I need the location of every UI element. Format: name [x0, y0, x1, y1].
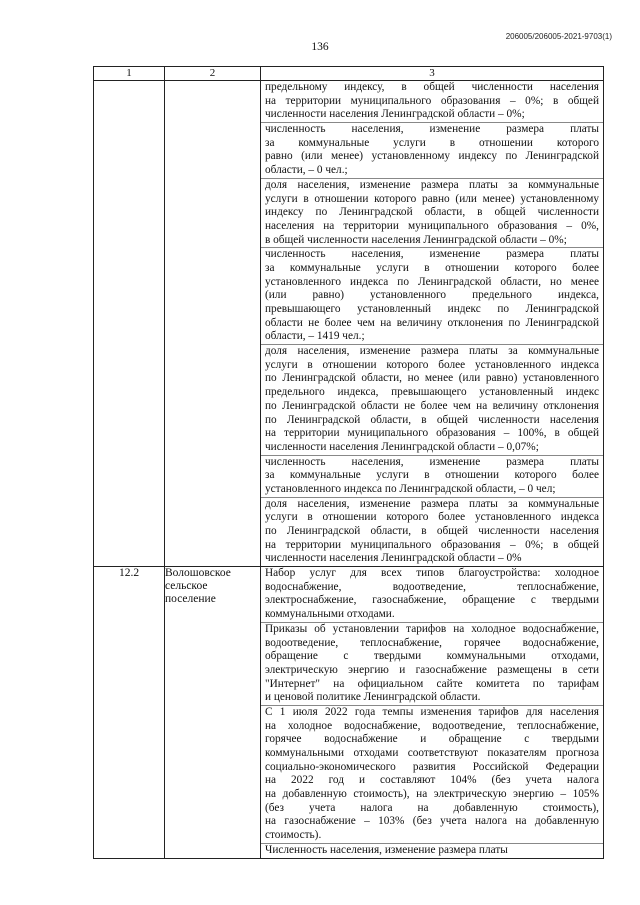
text-block: [261, 455, 603, 497]
text-line: в общей численности населения Ленинградской области – 0%;: [265, 233, 567, 246]
text-line: численность населения, изменение размера платы: [265, 123, 599, 136]
row-content-cell: [261, 81, 604, 567]
text-block: [261, 622, 603, 705]
text-line: населения на территории муниципального образования – 0%,: [265, 219, 599, 232]
text-line: доля населения, изменение размера платы за коммунальные: [265, 178, 599, 191]
text-line: области не более чем на величину отклонения по Ленинградской: [265, 316, 599, 329]
row-content-cell: [261, 567, 604, 858]
text-line: коммунальными отходами соответствуют показателям прогноза: [265, 747, 599, 759]
text-line: превышающего установленный индекс по Ленинградской: [265, 303, 599, 315]
text-line: на территории муниципального образования – 0%; в общей: [265, 94, 599, 107]
text-line: на добавленную стоимость), на электрическую энергию – 105%: [265, 788, 599, 801]
text-line: на 2022 год и составляют 104% (без учета налога: [265, 774, 599, 787]
text-line: предельному индексу, в общей численности населения: [265, 81, 599, 93]
text-line: услуги в отношении которого более установленного индекса: [265, 511, 599, 524]
row-number-cell: [94, 81, 165, 567]
text-line: (без учета налога на добавленную стоимость),: [265, 801, 599, 814]
text-line: на территории муниципального образования – 100%, в общей: [265, 427, 599, 440]
page-number: 136: [311, 41, 329, 53]
text-line: за коммунальные услуги в отношении которого более: [265, 469, 599, 482]
text-line: области, – 1419 чел.;: [265, 330, 365, 343]
text-line: численности населения Ленинградской области – 0,07%;: [265, 440, 539, 453]
text-line: предельного индекса, превышающего установленный индекс: [265, 386, 599, 399]
text-line: горячее водоснабжение и обращение с твердыми: [265, 733, 599, 746]
text-line: по Ленинградской области, в общей численности населения: [265, 525, 599, 537]
document-id: 206005/206005-2021-9703(1): [505, 32, 612, 41]
text-line: водоснабжение, водоотведение, теплоснабжение,: [265, 580, 599, 593]
text-block: [261, 344, 603, 455]
text-line: электроснабжение, газоснабжение, обращение с твердыми: [265, 594, 599, 607]
text-line: установленного индекса по Ленинградской области, но менее: [265, 275, 599, 288]
text-line: (или равно) установленного предельного индекса,: [265, 289, 599, 302]
text-line: электрическую энергию и газоснабжение размещены в сети: [265, 663, 599, 676]
text-line: численности населения Ленинградской области – 0%: [265, 552, 522, 565]
column-header-1: 1: [94, 67, 165, 81]
text-line: Численность населения, изменение размера платы: [265, 843, 508, 856]
text-line: численности населения Ленинградской области – 0%;: [265, 108, 525, 121]
text-line: за коммунальные услуги в отношении которого более: [265, 261, 599, 274]
text-line: социально-экономического развития Российской Федерации: [265, 760, 599, 773]
table-row-12-2: [94, 567, 604, 858]
text-block: [261, 122, 603, 178]
column-header-3: 3: [261, 67, 604, 81]
text-line: коммунальными отходами.: [265, 608, 395, 621]
text-line: на газоснабжение – 103% (без учета налога на добавленную: [265, 815, 599, 828]
text-line: численность населения, изменение размера платы: [265, 455, 599, 468]
text-line: услуги в отношении которого равно (или менее) установленному: [265, 192, 599, 205]
row-name-cell: [165, 81, 261, 567]
text-line: за коммунальные услуги в отношении которого: [265, 136, 599, 149]
text-line: и ценовой политике Ленинградской области.: [265, 691, 481, 704]
text-block: [261, 705, 603, 843]
data-table: [93, 66, 604, 859]
text-line: по Ленинградской области, в общей численности населения: [265, 413, 599, 426]
text-line: доля населения, изменение размера платы за коммунальные: [265, 345, 599, 358]
table-row-continuation: [94, 81, 604, 567]
text-block: [261, 178, 603, 247]
text-line: по Ленинградской области не более чем на величину отклонения: [265, 399, 599, 412]
row-name-cell: Волошовское сельское поселение: [165, 567, 261, 858]
text-line: обращение с твердыми коммунальными отходами,: [265, 650, 599, 663]
text-line: услуги в отношении которого более установленного индекса: [265, 358, 599, 371]
row-number-cell: 12.2: [94, 567, 165, 858]
text-line: С 1 июля 2022 года темпы изменения тарифов для населения: [265, 705, 599, 718]
text-line: по Ленинградской области, но менее (или равно) установленного: [265, 372, 599, 385]
text-line: "Интернет" на официальном сайте комитета по тарифам: [265, 677, 599, 690]
text-line: на территории муниципального образования – 0%; в общей: [265, 538, 599, 551]
text-line: равно (или менее) установленному индексу по Ленинградской: [265, 150, 599, 163]
text-block: [261, 247, 603, 344]
text-line: области, – 0 чел.;: [265, 164, 348, 177]
table-header-row: [94, 67, 604, 81]
text-line: Приказы об установлении тарифов на холодное водоснабжение,: [265, 622, 599, 635]
text-line: стоимость).: [265, 829, 322, 842]
text-block: [261, 497, 603, 566]
text-line: установленного индекса по Ленинградской области, – 0 чел;: [265, 482, 556, 495]
text-block: [261, 567, 603, 622]
text-line: водоотведение, теплоснабжение, горячее водоснабжение,: [265, 636, 599, 649]
text-block: [261, 81, 603, 122]
text-line: численность населения, изменение размера платы: [265, 248, 599, 261]
text-line: Набор услуг для всех типов благоустройства: холодное: [265, 567, 599, 580]
column-header-2: 2: [165, 67, 261, 81]
text-line: доля населения, изменение размера платы за коммунальные: [265, 497, 599, 510]
text-line: индексу по Ленинградской области, в общей численности: [265, 206, 599, 219]
text-block: [261, 843, 603, 858]
text-line: на холодное водоснабжение, водоотведение, теплоснабжение,: [265, 719, 599, 732]
